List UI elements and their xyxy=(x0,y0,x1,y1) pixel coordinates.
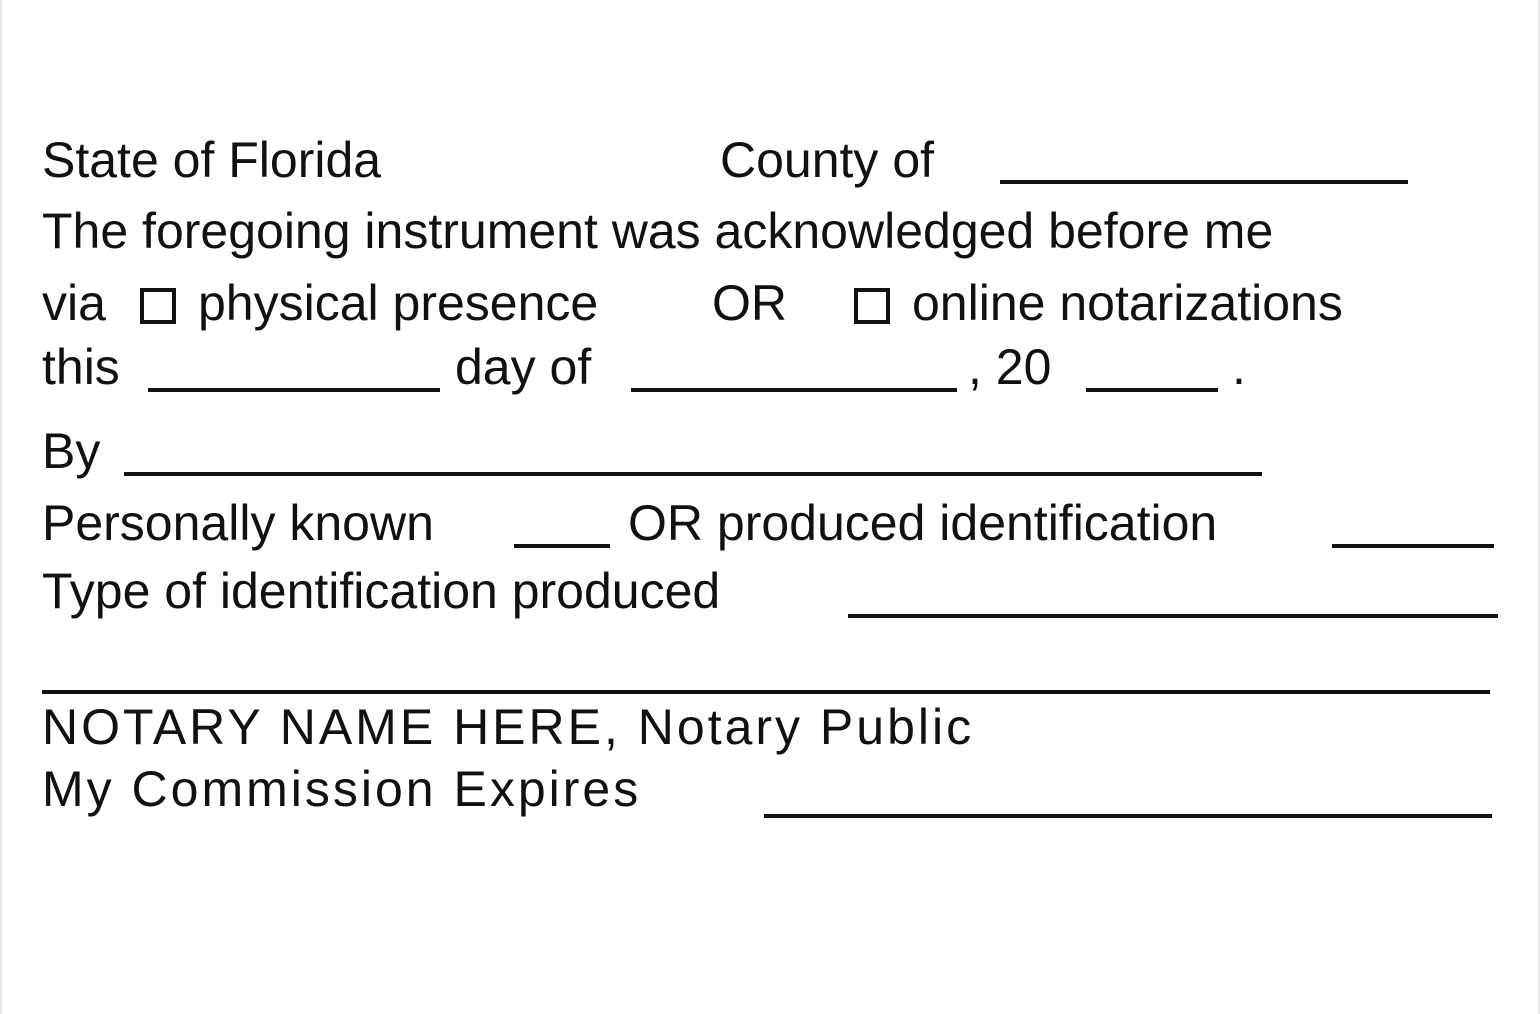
produced-identification-label: OR produced identification xyxy=(628,495,1218,551)
month-blank[interactable] xyxy=(631,388,957,392)
online-notarization-checkbox[interactable] xyxy=(854,288,890,324)
by-label: By xyxy=(42,423,101,479)
year-blank[interactable] xyxy=(1086,388,1218,392)
day-blank[interactable] xyxy=(148,388,440,392)
county-blank[interactable] xyxy=(1000,180,1408,184)
or-label: OR xyxy=(712,275,787,331)
notary-signature-line[interactable] xyxy=(42,690,1490,694)
personally-known-label: Personally known xyxy=(42,495,434,551)
notary-name: NOTARY NAME HERE, Notary Public xyxy=(42,699,975,755)
commission-expiration-blank[interactable] xyxy=(764,814,1492,818)
produced-identification-blank[interactable] xyxy=(1332,544,1494,548)
via-label: via xyxy=(42,275,106,331)
physical-presence-label: physical presence xyxy=(198,275,599,331)
year-prefix: , 20 xyxy=(968,339,1052,395)
state-label: State of Florida xyxy=(42,132,382,188)
period: . xyxy=(1232,339,1246,395)
acknowledgment-text: The foregoing instrument was acknowledged before me xyxy=(42,203,1274,259)
county-label: County of xyxy=(720,132,935,188)
personally-known-blank[interactable] xyxy=(514,544,610,548)
day-of-label: day of xyxy=(455,339,592,395)
this-label: this xyxy=(42,339,120,395)
online-notarization-label: online notarizations xyxy=(912,275,1343,331)
by-signer-blank[interactable] xyxy=(124,472,1262,476)
identification-type-blank[interactable] xyxy=(848,614,1498,618)
physical-presence-checkbox[interactable] xyxy=(140,288,176,324)
commission-expires-label: My Commission Expires xyxy=(42,761,642,817)
identification-type-label: Type of identification produced xyxy=(42,563,721,619)
